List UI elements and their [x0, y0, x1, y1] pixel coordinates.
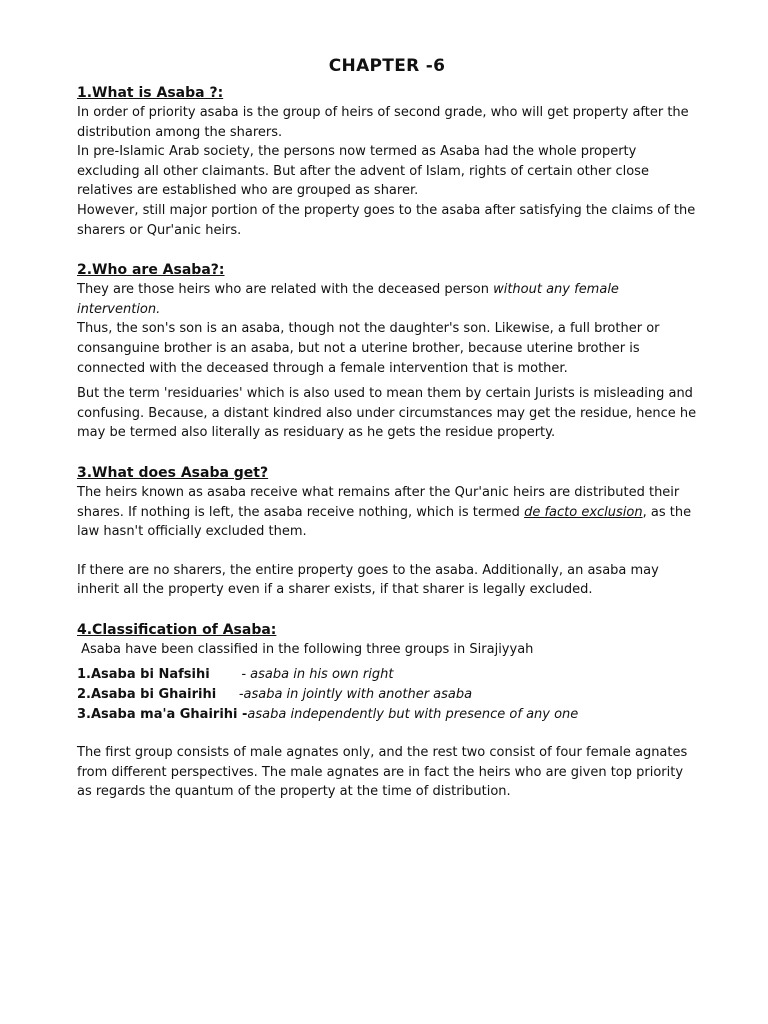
- section-heading: 2.Who are Asaba?:: [77, 262, 225, 279]
- paragraph: In order of priority asaba is the group of heirs of second grade, who will get property after the distribution among the sharers.: [77, 105, 689, 140]
- paragraph: The first group consists of male agnates only, and the rest two consist of four female agnates from different perspectives. The male agnates are in fact the heirs who are given top priority as regards the quantum of the property at the time of distribution.: [77, 745, 688, 800]
- paragraph: Thus, the son's son is an asaba, though not the daughter's son. Likewise, a full brother or consanguine brother is an asaba, but not a uterine brother, because uterine brother is connected with the deceased through a female intervention that is mother.: [77, 321, 660, 376]
- classification-description: - asaba in his own right: [241, 667, 394, 683]
- document-page: [77, 56, 697, 802]
- paragraph: [77, 280, 697, 319]
- classification-description: asaba independently but with presence of any one: [247, 706, 579, 722]
- paragraph: [77, 483, 697, 542]
- underlined-term: de facto exclusion: [524, 504, 643, 520]
- paragraph: In pre-Islamic Arab society, the persons now termed as Asaba had the whole property excluding all other claimants. But after the advent of Islam, rights of certain other close relatives are established who are grouped as sharer.: [77, 144, 649, 199]
- section-heading: 4.Classification of Asaba:: [77, 621, 277, 638]
- classification-name: 1.Asaba bi Nafsihi: [77, 667, 242, 683]
- classification-item: [77, 665, 697, 685]
- section-classification-of-asaba: [77, 621, 697, 802]
- classification-description: -asaba in jointly with another asaba: [238, 687, 473, 703]
- paragraph: But the term 'residuaries' which is also used to mean them by certain Jurists is misleading and confusing. Because, a distant kindred also under circumstances may get the residue, hence he may be termed also literally as residuary as he gets the residue property.: [77, 386, 697, 441]
- section-heading: 3.What does Asaba get?: [77, 464, 269, 481]
- paragraph-text: , as the law hasn't officially excluded them.: [77, 504, 692, 540]
- section-who-are-asaba: [77, 261, 697, 443]
- section-what-does-asaba-get: [77, 464, 697, 600]
- classification-name: 2.Asaba bi Ghairihi: [77, 687, 239, 703]
- chapter-title: CHAPTER -6: [328, 56, 446, 76]
- section-heading: 1.What is Asaba ?:: [77, 85, 224, 101]
- classification-item: [77, 685, 697, 705]
- section-what-is-asaba: [77, 84, 697, 240]
- classification-name: 3.Asaba ma'a Ghairihi -: [77, 706, 248, 722]
- paragraph-text: They are those heirs who are related with the deceased person: [77, 282, 494, 298]
- paragraph: Asaba have been classified in the following three groups in Sirajiyyah: [77, 641, 534, 657]
- classification-item: [77, 705, 697, 725]
- paragraph: However, still major portion of the property goes to the asaba after satisfying the claims of the sharers or Qur'anic heirs.: [77, 202, 696, 238]
- paragraph: If there are no sharers, the entire property goes to the asaba. Additionally, an asaba may inherit all the property even if a sharer exists, if that sharer is legally excluded.: [77, 562, 659, 598]
- paragraph-text: The heirs known as asaba receive what remains after the Qur'anic heirs are distributed their shares. If nothing is left, the asaba receive nothing, which is termed: [77, 484, 680, 520]
- italic-phrase: without any female intervention.: [77, 282, 619, 317]
